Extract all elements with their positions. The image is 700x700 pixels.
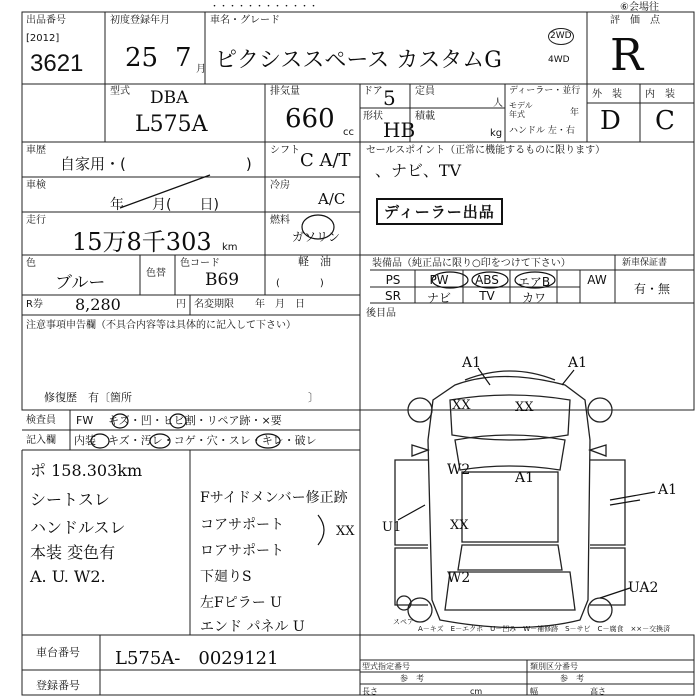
equipment-label: 装備品（純正品に限り○印をつけて下さい） xyxy=(372,258,571,269)
mark-a1-front-right: A1 xyxy=(568,355,588,371)
mileage-label: 走行 xyxy=(26,215,46,226)
length-label: 長さ xyxy=(362,687,378,696)
registration-number-label: 登録番号 xyxy=(36,679,80,692)
fuel-label: 燃料 xyxy=(270,215,290,226)
interior-grade: C xyxy=(655,106,675,136)
equip-airbag: エアB xyxy=(517,275,551,289)
shaken-label: 車検 xyxy=(26,180,46,191)
shape-label: 形状 xyxy=(363,111,383,122)
reference-1: 参 考 xyxy=(400,674,424,683)
month-unit: 月 xyxy=(196,64,206,75)
ac-value: A/C xyxy=(318,190,346,208)
interior-check-label: 内装 xyxy=(74,434,96,447)
mark-xx-rear-door: XX xyxy=(450,518,469,533)
inspector-note-2: シートスレ xyxy=(30,490,110,509)
sales-point-label: セールスポイント（正常に機能するものに限ります） xyxy=(366,145,606,156)
load-unit: kg xyxy=(490,128,503,139)
car-name-label: 車名・グレード xyxy=(210,15,280,26)
equip-sr: SR xyxy=(385,289,401,303)
equip-navi: ナビ xyxy=(426,291,451,305)
recycle-label: R券 xyxy=(26,299,43,310)
mileage-unit: km xyxy=(222,242,238,253)
fw-label: FW xyxy=(76,414,94,427)
spare-label: スペア xyxy=(393,618,414,626)
displacement-label: 排気量 xyxy=(270,86,300,97)
repair-history: 修復歴 有〔箇所 〕 xyxy=(44,391,319,404)
repair-note-4: 下廻りS xyxy=(200,569,252,585)
mark-a1-front-left: A1 xyxy=(462,355,482,371)
equip-abs: ABS xyxy=(475,273,499,287)
mark-xx-hood: XX xyxy=(515,400,534,415)
repair-xx-mark: XX xyxy=(336,524,355,539)
capacity-unit: 人 xyxy=(493,98,503,109)
exterior-label: 外 装 xyxy=(592,89,622,100)
interior-label: 内 装 xyxy=(645,89,675,100)
inspector-label-2: 記入欄 xyxy=(26,435,56,446)
mark-w2-rear-left: W2 xyxy=(447,570,471,586)
top-header-text: ・・・・・・・・・・・・ xyxy=(210,2,319,12)
repair-note-5: 左Fピラー U xyxy=(200,595,282,611)
reference-2: 参 考 xyxy=(560,674,584,683)
registration-month: 7 xyxy=(175,43,192,73)
sales-point-text: 、ナビ、TV xyxy=(375,161,462,180)
lot-number: 3621 xyxy=(30,50,84,77)
dealer-stamp: ディーラー出品 xyxy=(376,198,503,225)
mark-a1-right: A1 xyxy=(658,482,678,498)
name-change-limit-label: 名変期限 xyxy=(194,299,234,310)
body-shape: HB xyxy=(383,118,416,142)
chassis-label: 車台番号 xyxy=(36,646,80,659)
equip-ps: PS xyxy=(385,273,401,287)
lot-year: [2012] xyxy=(26,33,60,44)
first-registration-label: 初度登録年月 xyxy=(110,15,170,26)
load-label: 積載 xyxy=(415,111,435,122)
warranty-label: 新車保証書 xyxy=(622,258,668,268)
lot-number-label: 出品番号 xyxy=(26,15,66,26)
height-label: 高さ xyxy=(590,687,606,696)
shift-value: C A/T xyxy=(300,150,351,171)
inspector-label-1: 検査員 xyxy=(26,415,56,426)
repair-note-6: エンド パネル U xyxy=(200,619,305,635)
drive-4wd: 4WD xyxy=(548,55,570,65)
rear-seat-label: 後目品 xyxy=(366,308,396,319)
name-change-limit-value: 年 月 日 xyxy=(255,299,305,310)
exterior-grade: D xyxy=(600,106,621,136)
type-prefix: DBA xyxy=(150,88,189,108)
mileage-value: 15万8千303 xyxy=(72,228,212,256)
mark-a1-roof: A1 xyxy=(515,470,535,486)
auction-score: R xyxy=(610,30,644,81)
repair-note-2: コアサポート xyxy=(200,517,284,533)
equip-aw: AW xyxy=(587,273,607,287)
history-label: 車歴 xyxy=(26,145,46,156)
length-unit: cm xyxy=(470,687,483,696)
color-code: B69 xyxy=(205,270,240,290)
model-year-unit: 年 xyxy=(570,108,580,118)
equip-pw: PW xyxy=(429,273,449,287)
fuel-value: ガソリン xyxy=(292,230,341,244)
history-value: 自家用・( ) xyxy=(60,155,252,173)
color-label: 色 xyxy=(26,258,36,269)
warranty-value: 有・無 xyxy=(633,282,670,296)
inspector-note-1: ポ 158.303km xyxy=(30,461,143,480)
mark-ua2-rear-right: UA2 xyxy=(628,580,659,596)
caution-label: 注意事項申告欄（不具合内容等は具体的に記入して下さい） xyxy=(26,320,296,331)
inspector-note-4: 本装 変色有 xyxy=(30,543,116,562)
class-number-label: 類別区分番号 xyxy=(530,662,578,671)
color-change-label: 色替 xyxy=(146,268,166,279)
color-value: ブルー xyxy=(55,273,106,293)
damage-legend: A－キズ E－エクボ U－凹み W－補修跡 S－サビ C－腐食 ××－交換済 xyxy=(418,625,671,633)
inspector-note-3: ハンドルスレ xyxy=(30,518,126,537)
drive-2wd: 2WD xyxy=(548,28,574,45)
shift-label: シフト xyxy=(270,145,300,156)
doors: 5 xyxy=(383,86,396,110)
fuel-alt: 軽 油 xyxy=(298,255,331,268)
width-label: 幅 xyxy=(530,687,538,696)
ac-label: 冷房 xyxy=(270,180,290,191)
doors-label: ドア xyxy=(363,86,383,97)
mark-w2-left-door: W2 xyxy=(447,462,471,478)
capacity-label: 定員 xyxy=(415,86,435,97)
repair-note-3: ロアサポート xyxy=(200,543,284,559)
displacement-unit: cc xyxy=(343,127,354,138)
model-code: L575A xyxy=(135,112,208,137)
color-code-label: 色コード xyxy=(180,258,220,269)
registration-year: 25 xyxy=(125,43,159,73)
shaken-value: 年 月( 日) xyxy=(110,197,219,213)
displacement: 660 xyxy=(285,104,335,134)
fw-items: キズ・凹・ヒビ割・リペア跡・×要 xyxy=(108,414,282,427)
handle-label: ハンドル 左・右 xyxy=(509,126,575,136)
equip-leather: カワ xyxy=(521,291,546,305)
recycle-unit: 円 xyxy=(176,299,186,310)
inspector-note-5: A. U. W2. xyxy=(30,567,106,586)
score-label: 評 価 点 xyxy=(610,15,660,26)
recycle-value: 8,280 xyxy=(75,295,121,314)
type-label: 型式 xyxy=(110,86,130,97)
type-designation-label: 型式指定番号 xyxy=(362,662,410,671)
car-name-grade: ピクシススペース カスタムG xyxy=(215,48,502,73)
chassis-number: L575A- 0029121 xyxy=(115,648,279,669)
dealer-parallel-label: ディーラー・並行 xyxy=(509,86,581,96)
auction-venue-mark: ⑥会場往 xyxy=(620,2,659,13)
equip-tv: TV xyxy=(479,289,495,303)
interior-items: キズ・汚レ・コゲ・穴・スレ・キレ・破レ xyxy=(108,434,317,447)
mark-xx-left-fender: XX xyxy=(452,398,471,413)
mark-u1-left: U1 xyxy=(382,520,402,535)
fuel-paren: ( ) xyxy=(276,278,324,289)
repair-note-1: Fサイドメンバー修正跡 xyxy=(200,490,348,506)
model-year-label: モデル年式 xyxy=(509,101,533,119)
